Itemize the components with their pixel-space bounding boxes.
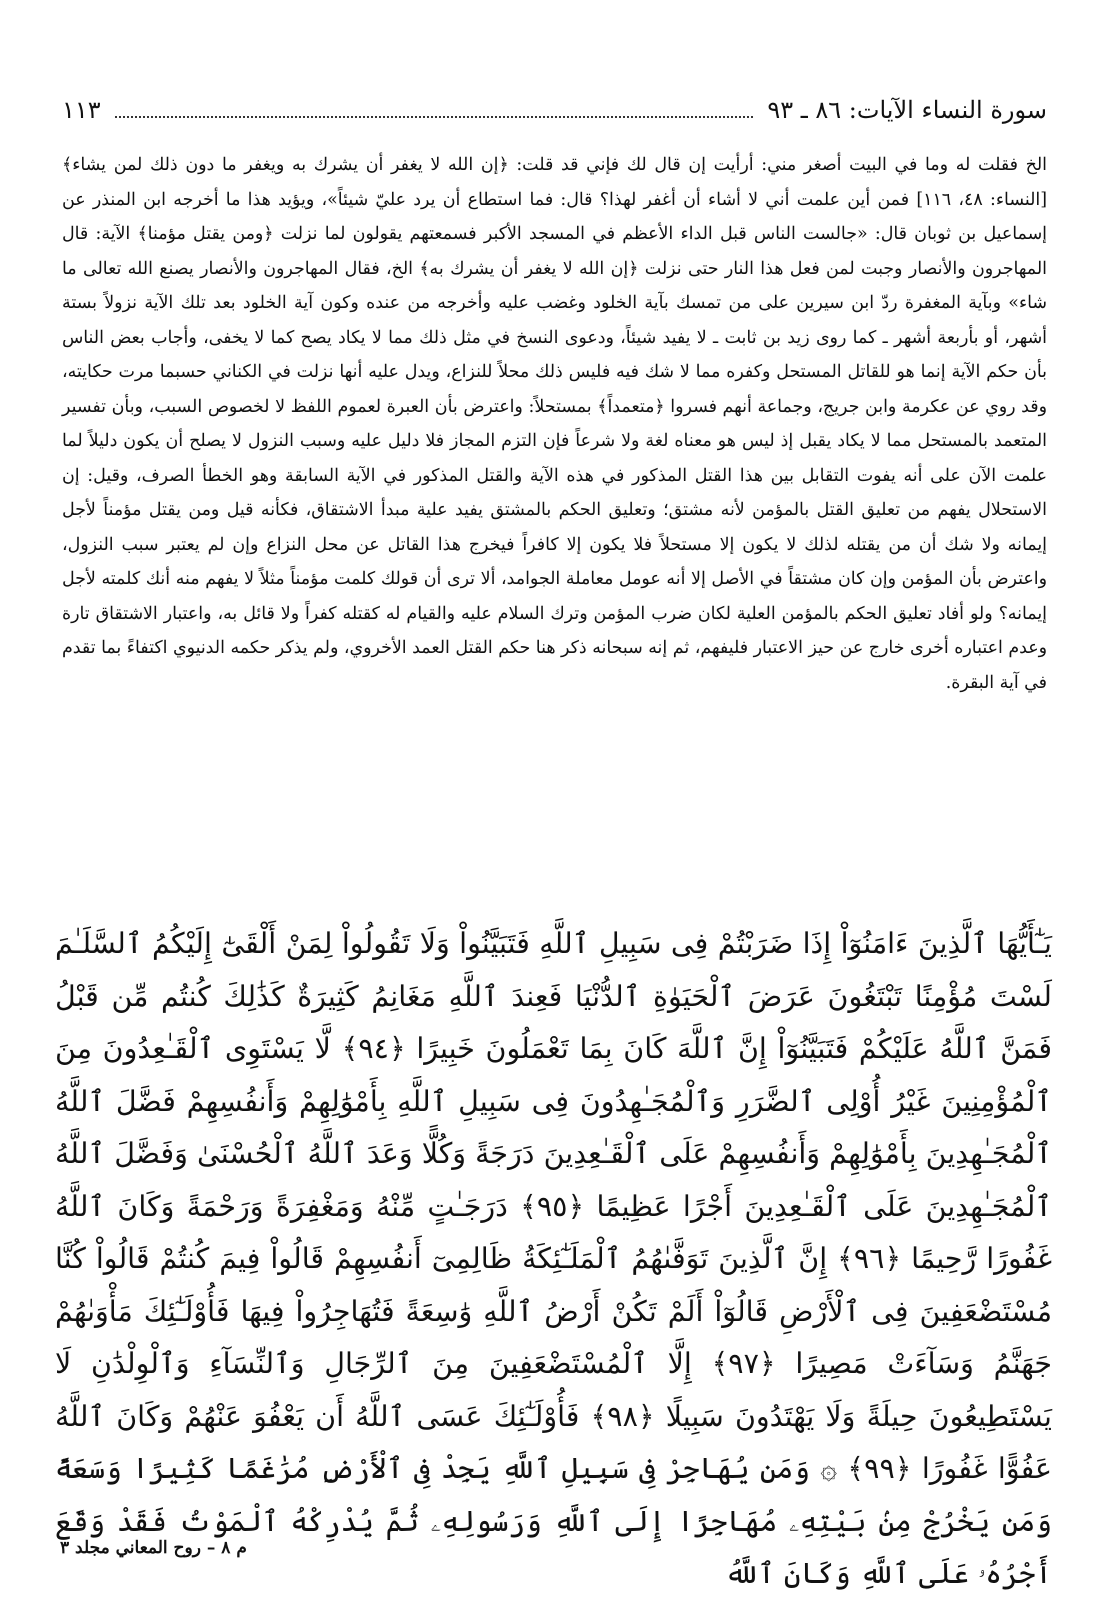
surah-title: سورة النساء الآيات: ٨٦ ـ ٩٣	[767, 96, 1047, 124]
page-header	[62, 88, 1047, 133]
quran-text: يَـٰٓأَيُّهَا ٱلَّذِينَ ءَامَنُوٓاْ إِذَا ضَرَبْتُمْ فِى سَبِيلِ ٱللَّهِ فَتَبَيَّنُواْ وَلَا تَقُولُواْ لِمَنْ أَلْقَىٰٓ إِلَيْكُمُ ٱلسَّلَـٰمَ لَسْتَ مُؤْمِنًا تَبْتَغُونَ عَرَضَ ٱلْحَيَوٰةِ ٱلدُّنْيَا فَعِندَ ٱللَّهِ مَغَانِمُ كَثِيرَةٌ كَذَٰلِكَ كُنتُم مِّن قَبْلُ فَمَنَّ ٱللَّهُ عَلَيْكُمْ فَتَبَيَّنُوٓاْ إِنَّ ٱللَّهَ كَانَ بِمَا تَعْمَلُونَ خَبِيرًا ﴿٩٤﴾ لَّا يَسْتَوِى ٱلْقَـٰعِدُونَ مِنَ ٱلْمُؤْمِنِينَ غَيْرُ أُوْلِى ٱلضَّرَرِ وَٱلْمُجَـٰهِدُونَ فِى سَبِيلِ ٱللَّهِ بِأَمْوَٰلِهِمْ وَأَنفُسِهِمْ فَضَّلَ ٱللَّهُ ٱلْمُجَـٰهِدِينَ بِأَمْوَٰلِهِمْ وَأَنفُسِهِمْ عَلَى ٱلْقَـٰعِدِينَ دَرَجَةً وَكُلًّا وَعَدَ ٱللَّهُ ٱلْحُسْنَىٰ وَفَضَّلَ ٱللَّهُ ٱلْمُجَـٰهِدِينَ عَلَى ٱلْقَـٰعِدِينَ أَجْرًا عَظِيمًا ﴿٩٥﴾ دَرَجَـٰتٍ مِّنْهُ وَمَغْفِرَةً وَرَحْمَةً وَكَانَ ٱللَّهُ غَفُورًا رَّحِيمًا ﴿٩٦﴾ إِنَّ ٱلَّذِينَ تَوَفَّىٰهُمُ ٱلْمَلَـٰٓئِكَةُ ظَالِمِىٓ أَنفُسِهِمْ قَالُواْ فِيمَ كُنتُمْ قَالُواْ كُنَّا مُسْتَضْعَفِينَ فِى ٱلْأَرْضِ قَالُوٓاْ أَلَمْ تَكُنْ أَرْضُ ٱللَّهِ وَٰسِعَةً فَتُهَاجِرُواْ فِيهَا فَأُوْلَـٰٓئِكَ مَأْوَىٰهُمْ جَهَنَّمُ وَسَآءَتْ مَصِيرًا ﴿٩٧﴾ إِلَّا ٱلْمُسْتَضْعَفِينَ مِنَ ٱلرِّجَالِ وَٱلنِّسَآءِ وَٱلْوِلْدَٰنِ لَا يَسْتَطِيعُونَ حِيلَةً وَلَا يَهْتَدُونَ سَبِيلًا ﴿٩٨﴾ فَأُوْلَـٰٓئِكَ عَسَى ٱللَّهُ أَن يَعْفُوَ عَنْهُمْ وَكَانَ ٱللَّهُ عَفُوًّا غَفُورًا ﴿٩٩﴾ ۞ وَمَن يُهَاجِرْ فِى سَبِيلِ ٱللَّهِ يَجِدْ فِى ٱلْأَرْضِ مُرَٰغَمًا كَثِيرًا وَسَعَةً وَمَن يَخْرُجْ مِنۢ بَيْتِهِۦ مُهَاجِرًا إِلَى ٱللَّهِ وَرَسُولِهِۦ ثُمَّ يُدْرِكْهُ ٱلْمَوْتُ فَقَدْ وَقَعَ أَجْرُهُۥ عَلَى ٱللَّهِ وَكَانَ ٱللَّهُ	[55, 927, 1053, 1590]
header-dotted-leader	[115, 102, 754, 118]
commentary-paragraph: الخ فقلت له وما في البيت أصغر مني: أرأيت إن قال لك فإني قد قلت: ﴿إن الله لا يغفر أن يشرك به ويغفر ما دون ذلك لمن يشاء﴾ [النساء: ٤٨، ١١٦] فمن أين علمت أني لا أشاء أن أغفر لهذا؟ قال: فما استطاع أن يرد عليّ شيئاً»، ويؤيد هذا ما أخرجه ابن المنذر عن إسماعيل بن ثوبان قال: «جالست الناس قبل الداء الأعظم في المسجد الأكبر فسمعتهم يقولون لما نزلت ﴿ومن يقتل مؤمنا﴾ الآية: قال المهاجرون والأنصار وجبت لمن فعل هذا النار حتى نزلت ﴿إن الله لا يغفر أن يشرك به﴾ الخ، فقال المهاجرون والأنصار يصنع الله تعالى ما شاء» وبآية المغفرة ردّ ابن سيرين على من تمسك بآية الخلود وغضب عليه وأخرجه من عنده وكون آية الخلود بعد تلك الآية نزولاً بستة أشهر، أو بأربعة أشهر ـ كما روى زيد بن ثابت ـ لا يفيد شيئاً، ودعوى النسخ في مثل ذلك مما لا يكاد يصح كما لا يخفى، وأجاب بعض الناس بأن حكم الآية إنما هو للقاتل المستحل وكفره مما لا شك فيه فليس ذلك محلاً للنزاع، ويدل عليه أنها نزلت في الكناني حسبما مرت حكايته، وقد روي عن عكرمة وابن جريج، وجماعة أنهم فسروا ﴿متعمداً﴾ بمستحلاً: واعترض بأن العبرة لعموم اللفظ لا لخصوص السبب، وبأن تفسير المتعمد بالمستحل مما لا يكاد يقبل إذ ليس هو معناه لغة ولا شرعاً فإن التزم المجاز فلا دليل عليه وسبب النزول لا يصلح أن يكون دليلاً لما علمت الآن على أنه يفوت التقابل بين هذا القتل المذكور في هذه الآية والقتل المذكور في الآية السابقة وهو الخطأ الصرف، وقيل: إن الاستحلال يفهم من تعليق القتل بالمؤمن لأنه مشتق؛ وتعليق الحكم بالمشتق يفيد علية مبدأ الاشتقاق، فكأنه قيل ومن يقتل مؤمناً لأجل إيمانه ولا شك أن من يقتله لذلك لا يكون إلا مستحلاً فلا يكون إلا كافراً فيخرج هذا القاتل عن محل النزاع وإن لم يعتبر سبب النزول، واعترض بأن المؤمن وإن كان مشتقاً في الأصل إلا أنه عومل معاملة الجوامد، ألا ترى أن قولك كلمت مؤمناً مثلاً لا يفهم منه أنك كلمته لأجل إيمانه؟ ولو أفاد تعليق الحكم بالمؤمن العلية لكان ضرب المؤمن وترك السلام عليه والقيام له كقتله كفراً ولا قائل به، واعتبار الاشتقاق تارة وعدم اعتباره أخرى خارج عن حيز الاعتبار فليفهم، ثم إنه سبحانه ذكر هنا حكم القتل العمد الأخروي، ولم يذكر حكمه الدنيوي اكتفاءً بما تقدم في آية البقرة.	[62, 155, 1047, 693]
commentary-body	[62, 148, 1047, 700]
page-number: ١١٣	[62, 96, 101, 124]
quran-verses-block	[55, 918, 1052, 1601]
volume-signature: م ٨ – روح المعاني مجلد ٣	[60, 1538, 247, 1558]
